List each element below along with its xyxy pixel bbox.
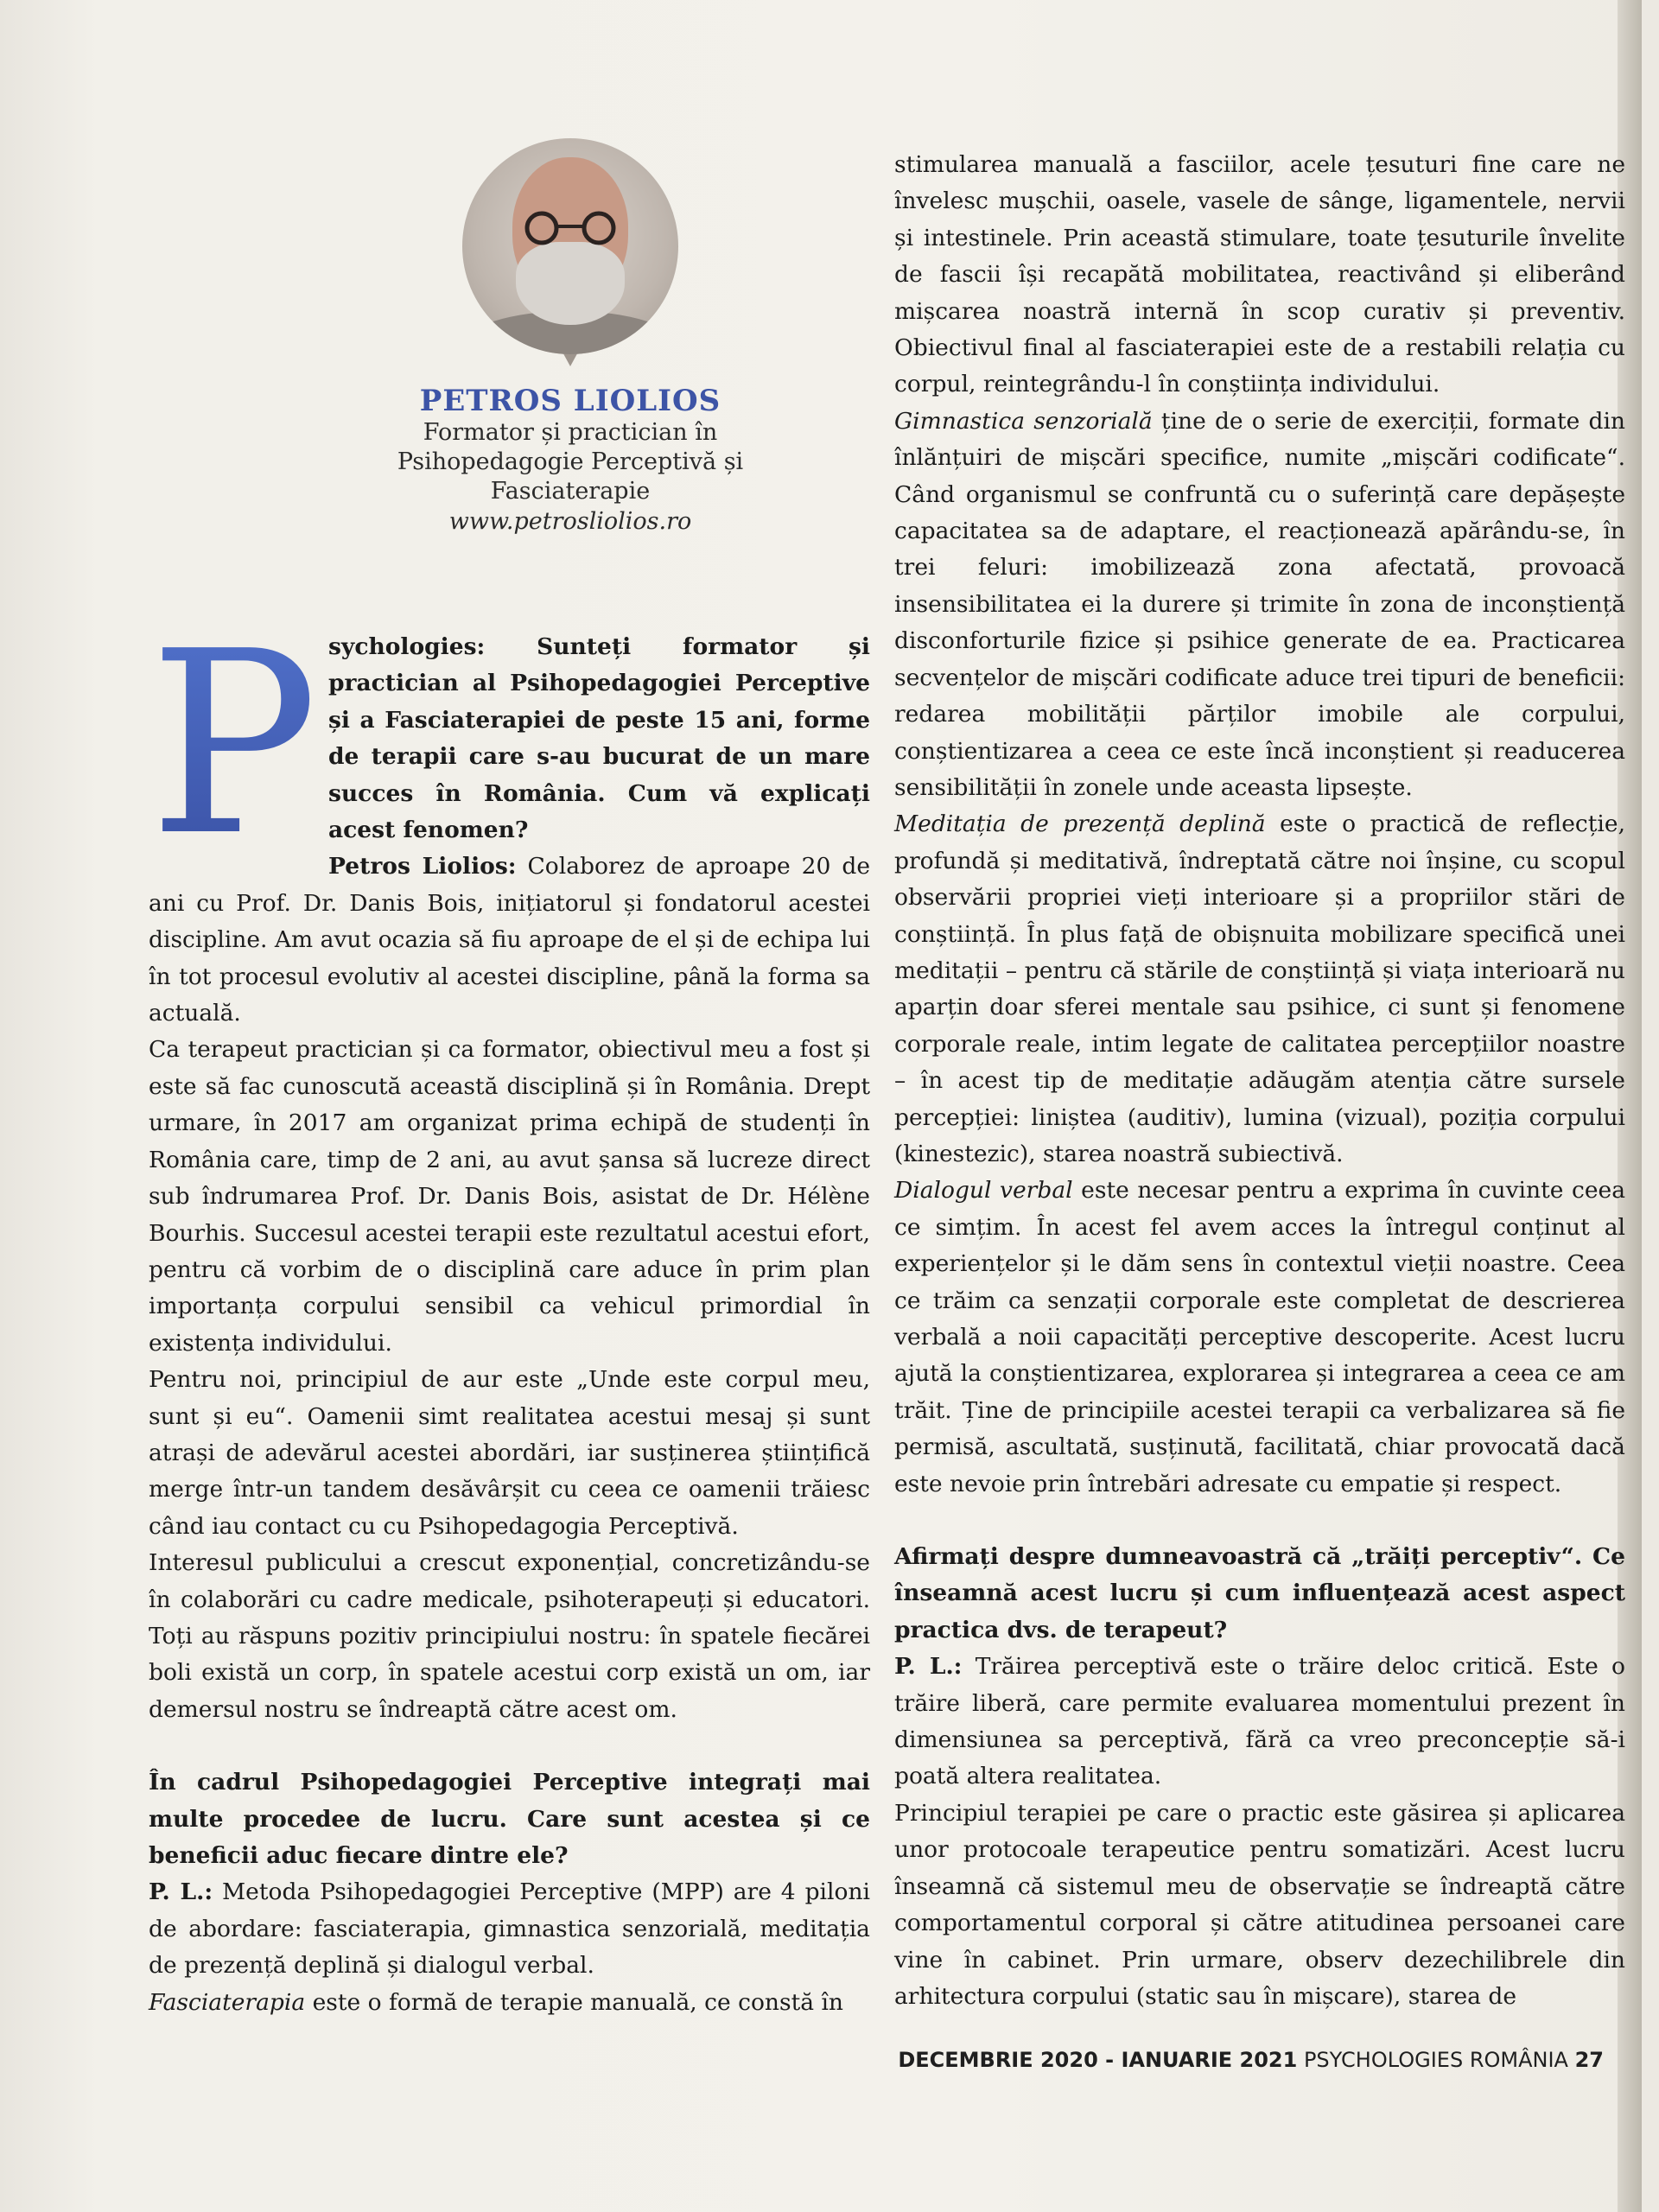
body-paragraph [894, 404, 1625, 806]
footer-issue: DECEMBRIE 2020 - IANUARIE 2021 [898, 2048, 1298, 2072]
answer-lead: P. L.: [149, 1878, 213, 1906]
term: Gimnastica senzorială [894, 407, 1153, 435]
body-paragraph: Principiul terapiei pe care o practic este găsirea și aplicarea unor protocoale terapeutice pentru somatizări. Acest lucru înseamnă că sistemul meu de observație se îndreaptă către comportamentul corporal și către atitudinea persoanei care vine în cabinet. Prin urmare, observ dezechilibrele din arhitectura corpului (static sau în mișcare), starea de [894, 1799, 1625, 2010]
answer-text: Metoda Psihopedagogiei Perceptive (MPP) are 4 piloni de abordare: fasciaterapia, gimnastica senzorială, meditația de prezență deplină și dialogul verbal. [149, 1878, 870, 1980]
term: Dialogul verbal [894, 1177, 1073, 1205]
author-role-line: Fasciaterapie [490, 478, 651, 505]
body-paragraph [894, 1173, 1625, 1503]
footer-magazine: PSYCHOLOGIES ROMÂNIA [1303, 2048, 1568, 2072]
author-name: PETROS LIOLIOS [419, 384, 721, 418]
glasses-icon [516, 211, 625, 245]
term: Fasciaterapia [149, 1988, 306, 2016]
author-role-line: Psihopedagogie Perceptivă și [397, 448, 744, 475]
body-paragraph: Ca terapeut practician și ca formator, obiectivul meu a fost și este să fac cunoscută această disciplină și în România. Drept urmare, în 2017 am organizat prima echipă de studenți în România care, timp de 2 ani, au avut șansa să lucreze direct sub îndrumarea Prof. Dr. Danis Bois, asistat de Dr. Hélène Bourhis. Succesul acestei terapii este rezultatul acestui efort, pentru că vorbim de o disciplină care aduce în prim plan importanța corpului sensibil ca vehicul primordial în existența individului. [149, 1036, 870, 1357]
body-text: ține de o serie de exerciții, formate din înlănțuiri de mișcări specifice, numite „mișcări codificate“. Când organismul se confruntă cu o suferință care depășește capacitatea sa de adaptare, el reacționează apărându-se, în trei feluri: imobilizează zona afectată, provoacă insensibilitatea ei la durere și trimite în zona de inconștiență disconforturile fizice și psihice generate de ea. Practicarea secvențelor de mișcări codificate aduce trei tipuri de beneficii: redarea mobilității părților imobile ale corpului, conștientizarea a ceea ce este încă inconștient și readucerea sensibilității în zonele unde aceasta lipsește. [894, 407, 1625, 801]
question: Afirmați despre dumneavoastră că „trăiți perceptiv“. Ce înseamnă acest lucru și cum influențează acest aspect practica dvs. de terapeut? [894, 1543, 1625, 1643]
drop-cap: P [149, 636, 321, 880]
left-column [149, 597, 871, 2021]
question: În cadrul Psihopedagogiei Perceptive integrați mai multe procedee de lucru. Care sunt acestea și ce beneficii aduc fiecare dintre ele? [149, 1769, 870, 1869]
body-paragraph: Interesul publicului a crescut exponențial, concretizându-se în colaborări cu cadre medicale, psihoterapeuți și educatori. Toți au răspuns pozitiv principiului nostru: în spatele fiecărei boli există un corp, în spatele acestui corp există un om, iar demersul nostru se îndreaptă către acest om. [149, 1549, 870, 1723]
body-paragraph [149, 1985, 870, 2021]
page-footer [898, 2048, 1604, 2072]
author-role-line: Formator și practician în [423, 419, 718, 446]
author-box [354, 138, 786, 537]
page-number: 27 [1574, 2048, 1604, 2072]
body-paragraph: stimularea manuală a fasciilor, acele țesuturi fine care ne învelesc mușchii, oasele, vasele de sânge, ligamentele, nervii și intestinele. Prin această stimulare, toate țesuturile învelite de fascii își recapătă mobilitatea, reactivând și eliberând mișcarea noastră internă în scop curativ și preventiv. Obiectivul final al fasciaterapiei este de a restabili relația cu corpul, reintegrându-l în conștiința individului. [894, 151, 1625, 398]
answer-lead: P. L.: [894, 1653, 963, 1681]
body-paragraph [894, 806, 1625, 1173]
term: Meditația de prezență deplină [894, 810, 1266, 838]
question: sychologies: Sunteți formator și practician al Psihopedagogiei Perceptive și a Fasciaterapiei de peste 15 ani, forme de terapii care s-au bucurat de un mare succes în România. Cum vă explicați acest fenomen? [328, 633, 870, 844]
author-website: www.petrosliolios.ro [448, 508, 692, 535]
body-paragraph: Pentru noi, principiul de aur este „Unde este corpul meu, sunt și eu“. Oamenii simt realitatea acestui mesaj și sunt atrași de adevărul acestei abordări, iar susținerea științifică merge într-un tandem desăvârșit cu ceea ce oamenii trăiesc când iau contact cu cu Psihopedagogia Perceptivă. [149, 1366, 870, 1540]
answer-lead: Petros Liolios: [328, 853, 517, 880]
author-portrait [462, 138, 678, 354]
body-text: este necesar pentru a exprima în cuvinte ceea ce simțim. În acest fel avem acces la întregul conținut al experiențelor și le dăm sens în contextul vieții noastre. Ceea ce trăim ca senzații corporale este completat de descrierea verbală a noii capacități perceptive descoperite. Acest lucru ajută la conștientizarea, explorarea și integrarea a ceea ce am trăit. Ține de principiile acestei terapii ca verbalizarea să fie permisă, ascultată, susținută, facilitată, chiar provocată dacă este nevoie prin întrebări adresate cu empatie și respect. [894, 1177, 1625, 1497]
answer-paragraph [894, 1649, 1625, 1796]
body-text: este o formă de terapie manuală, ce constă în [305, 1988, 843, 2016]
right-column [894, 147, 1625, 2015]
answer-paragraph [149, 1874, 870, 1984]
body-text: este o practică de reflecție, profundă și meditativă, îndreptată către noi înșine, cu scopul observării propriei vieți interioare și a propriilor stări de conștiință. În plus față de obișnuita mobilizare specifică unei meditații – pentru că stările de conștiință și viața interioară nu aparțin doar sferei mentale sau psihice, ci sunt și fenomene corporale reale, intim legate de calitatea percepțiilor noastre – în acest tip de meditație adăugăm atenția către sursele percepției: liniștea (auditiv), lumina (vizual), poziția corpului (kinestezic), starea noastră subiectivă. [894, 810, 1625, 1167]
answer-text: Colaborez de aproape 20 de ani cu Prof. Dr. Danis Bois, inițiatorul și fondatorul acestei discipline. Am avut ocazia să fiu aproape de el și de echipa lui în tot procesul evolutiv al acestei discipline, până la forma sa actuală. [149, 853, 871, 1027]
answer-text: Trăirea perceptivă este o trăire deloc critică. Este o trăire liberă, care permite evaluarea momentului prezent în dimensiunea sa perceptivă, fără ca vreo preconcepție să-i poată altera realitatea. [894, 1653, 1625, 1790]
